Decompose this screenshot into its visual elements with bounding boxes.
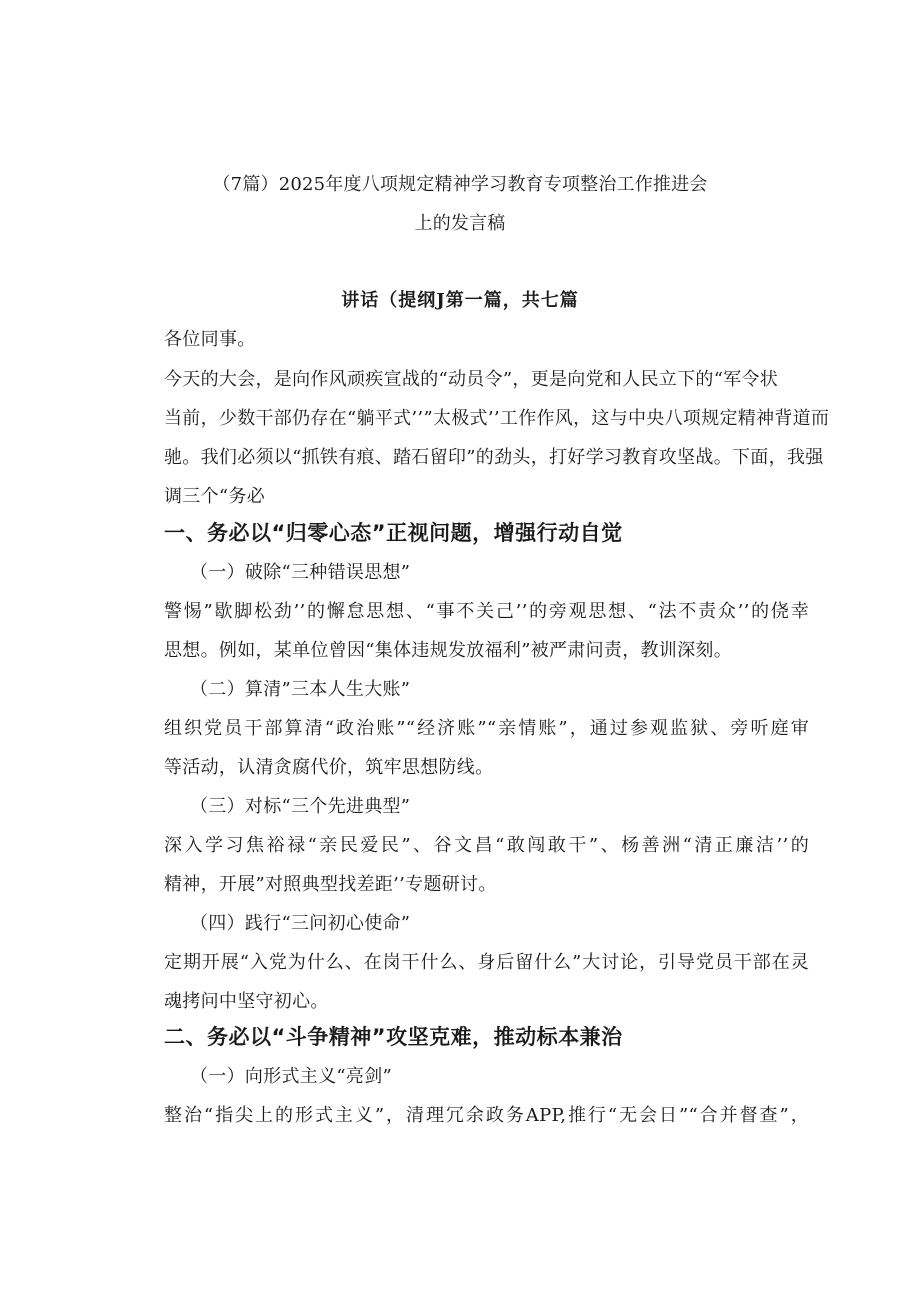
section-2-sub-1-line-1: 整治“指尖上的形式主义”，清理冗余政务APP,推行“无会日”“合并督查”， xyxy=(164,1105,809,1126)
intro-line-2: 当前，少数干部仍存在“躺平式’’”太极式’’工作作风，这与中央八项规定精神背道而 xyxy=(164,408,830,429)
intro-line-3: 驰。我们必须以“抓铁有痕、踏石留印”的劲头，打好学习教育攻坚战。下面，我强 xyxy=(164,447,824,468)
section-2-heading: 二、务必以“斗争精神”攻坚克难，推动标本兼治 xyxy=(164,1025,623,1049)
section-1-sub-4-line-2: 魂拷问中坚守初心。 xyxy=(164,991,329,1012)
section-1-sub-1-line-1: 警惕”歇脚松劲’’的懈怠思想、“事不关己’’的旁观思想、“法不责众’’的侥幸 xyxy=(164,601,809,622)
section-1-heading: 一、务必以“归零心态”正视问题，增强行动自觉 xyxy=(164,521,623,545)
section-1-sub-2-heading: （二）算清”三本人生大账” xyxy=(190,679,411,700)
section-1-sub-2-line-1: 组织党员干部算清“政治账”“经济账”“亲情账”，通过参观监狱、旁听庭审 xyxy=(164,718,809,739)
section-1-sub-3-heading: （三）对标“三个先进典型” xyxy=(190,796,411,817)
section-1-sub-1-line-2: 思想。例如，某单位曾因“集体违规发放福利”被严肃问责，教训深刻。 xyxy=(164,640,733,661)
intro-line-1: 今天的大会，是向作风顽疾宣战的“动员令”，更是向党和人民立下的“军令状 xyxy=(164,369,779,390)
section-1-sub-4-heading: （四）践行“三问初心使命” xyxy=(190,913,411,934)
section-1-sub-2-line-2: 等活动，认清贪腐代价，筑牢思想防线。 xyxy=(164,757,494,778)
section-1-sub-3-line-2: 精神，开展”对照典型找差距’’专题研讨。 xyxy=(164,874,497,895)
intro-line-4: 调三个“务必 xyxy=(164,486,266,507)
document-title-line-1: （7篇）2025年度八项规定精神学习教育专项整治工作推进会 xyxy=(212,174,708,195)
document-subtitle: 讲话（提纲J第一篇，共七篇 xyxy=(341,290,579,311)
document-title-line-2: 上的发言稿 xyxy=(414,213,506,234)
section-1-sub-3-line-1: 深入学习焦裕禄“亲民爱民”、谷文昌“敢闯敢干”、杨善洲“清正廉洁’’的 xyxy=(164,835,809,856)
section-2-sub-1-heading: （一）向形式主义“亮剑” xyxy=(190,1066,393,1087)
section-1-sub-1-heading: （一）破除“三种错误思想” xyxy=(190,562,411,583)
greeting: 各位同事。 xyxy=(164,329,256,350)
section-1-sub-4-line-1: 定期开展“入党为什么、在岗干什么、身后留什么”大讨论，引导党员干部在灵 xyxy=(164,952,809,973)
